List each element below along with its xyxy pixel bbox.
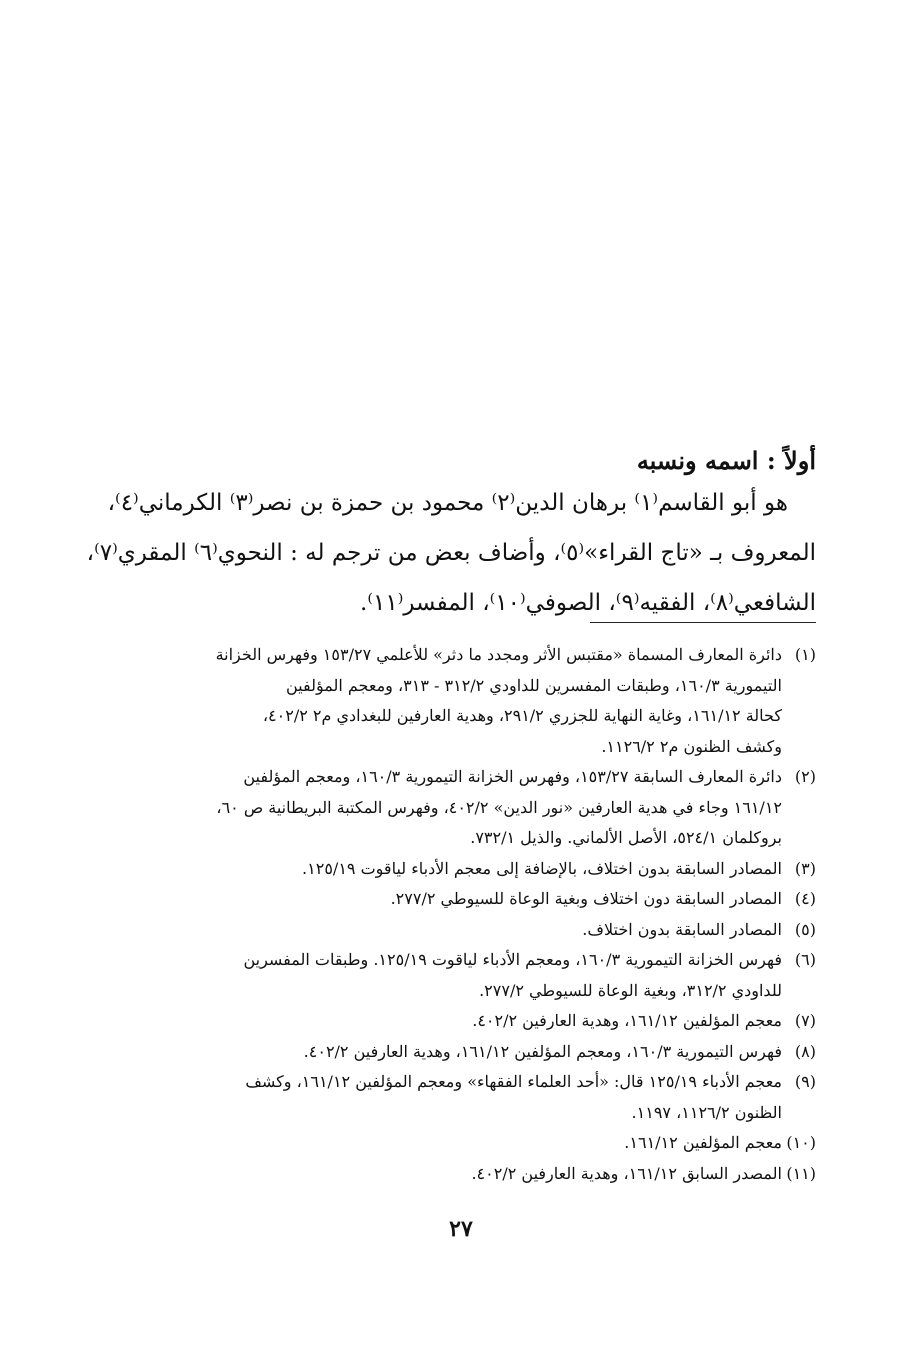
footnote-number: (٦) xyxy=(794,950,816,969)
footnote-line: دائرة المعارف السابقة ١٥٣/٢٧، وفهرس الخزانة التيمورية ١٦٠/٣، ومعجم المؤلفين xyxy=(243,767,782,786)
footnote-number: (٢) xyxy=(794,767,816,786)
footnote-line: الظنون ١١٢٦/٢، ١١٩٧. xyxy=(631,1102,782,1122)
footnote-line: دائرة المعارف المسماة «مقتبس الأثر ومجدد ما دثر» للأعلمي ١٥٣/٢٧ وفهرس الخزانة xyxy=(215,645,782,664)
main-line: الشافعي⁽٨⁾، الفقيه⁽٩⁾، الصوفي⁽١٠⁾، المفسر⁽١١⁾. xyxy=(360,590,816,616)
footnote-9 xyxy=(104,1067,816,1128)
main-paragraph xyxy=(86,478,816,628)
footnote-number: (٤) xyxy=(794,889,816,908)
footnote-1 xyxy=(104,640,816,762)
footnote-line: معجم المؤلفين ١٦١/١٢. xyxy=(624,1133,782,1152)
footnote-3 xyxy=(104,854,816,885)
footnote-10 xyxy=(104,1128,816,1159)
footnote-number: (١١) xyxy=(786,1163,816,1183)
footnote-number: (١) xyxy=(794,645,816,664)
footnote-7 xyxy=(104,1006,816,1037)
footnote-line: التيمورية ١٦٠/٣، وطبقات المفسرين للداودي ٣١٢/٢ - ٣١٣، ومعجم المؤلفين xyxy=(286,675,782,695)
main-line: المعروف بـ «تاج القراء»⁽٥⁾، وأضاف بعض من ترجم له : النحوي⁽٦⁾ المقري⁽٧⁾، xyxy=(86,540,816,566)
footnote-line: للداودي ٣١٢/٢، وبغية الوعاة للسيوطي ٢٧٧/٢. xyxy=(479,980,782,1000)
footnotes-list xyxy=(104,640,816,1189)
footnote-line: بروكلمان ٥٢٤/١، الأصل الألماني. والذيل ٧٣٢/١. xyxy=(470,828,782,847)
page-number: ٢٧ xyxy=(449,1216,473,1242)
footnote-divider xyxy=(590,622,816,623)
footnote-number: (٥) xyxy=(794,919,816,939)
footnote-line: معجم الأدباء ١٢٥/١٩ قال: «أحد العلماء الفقهاء» ومعجم المؤلفين ١٦١/١٢، وكشف xyxy=(245,1072,782,1091)
footnote-line: ١٦١/١٢ وجاء في هدية العارفين «نور الدين» ٤٠٢/٢، وفهرس المكتبة البريطانية ص ٦٠، xyxy=(216,797,782,817)
footnote-5 xyxy=(104,915,816,946)
footnote-number: (٩) xyxy=(794,1072,816,1091)
section-heading: أولاً : اسمه ونسبه xyxy=(636,446,816,475)
footnote-line: فهرس الخزانة التيمورية ١٦٠/٣، ومعجم الأدباء لياقوت ١٢٥/١٩. وطبقات المفسرين xyxy=(243,950,782,969)
footnote-line: المصادر السابقة بدون اختلاف، بالإضافة إلى معجم الأدباء لياقوت ١٢٥/١٩. xyxy=(302,858,782,878)
footnote-line: المصادر السابقة بدون اختلاف. xyxy=(582,919,782,939)
footnote-number: (٣) xyxy=(794,858,816,878)
footnote-4 xyxy=(104,884,816,915)
footnote-number: (١٠) xyxy=(786,1133,816,1152)
footnote-8 xyxy=(104,1037,816,1068)
footnote-line: المصادر السابقة دون اختلاف وبغية الوعاة للسيوطي ٢٧٧/٢. xyxy=(390,889,782,908)
footnote-line: المصدر السابق ١٦١/١٢، وهدية العارفين ٤٠٢/٢. xyxy=(471,1163,782,1183)
footnote-number: (٧) xyxy=(794,1011,816,1030)
footnote-line: كحالة ١٦١/١٢، وغاية النهاية للجزري ٢٩١/٢، وهدية العارفين للبغدادي م٢ ٤٠٢/٢، xyxy=(262,706,782,725)
footnote-line: فهرس التيمورية ١٦٠/٣، ومعجم المؤلفين ١٦١/١٢، وهدية العارفين ٤٠٢/٢. xyxy=(303,1041,782,1061)
footnote-line: وكشف الظنون م٢ ١١٢٦/٢. xyxy=(601,736,782,756)
footnote-line: معجم المؤلفين ١٦١/١٢، وهدية العارفين ٤٠٢/٢. xyxy=(472,1011,782,1030)
footnote-number: (٨) xyxy=(794,1041,816,1061)
footnote-2 xyxy=(104,762,816,854)
footnote-11 xyxy=(104,1159,816,1190)
footnote-6 xyxy=(104,945,816,1006)
main-line: هو أبو القاسم⁽١⁾ برهان الدين⁽٢⁾ محمود بن حمزة بن نصر⁽٣⁾ الكرماني⁽٤⁾، xyxy=(107,490,788,516)
